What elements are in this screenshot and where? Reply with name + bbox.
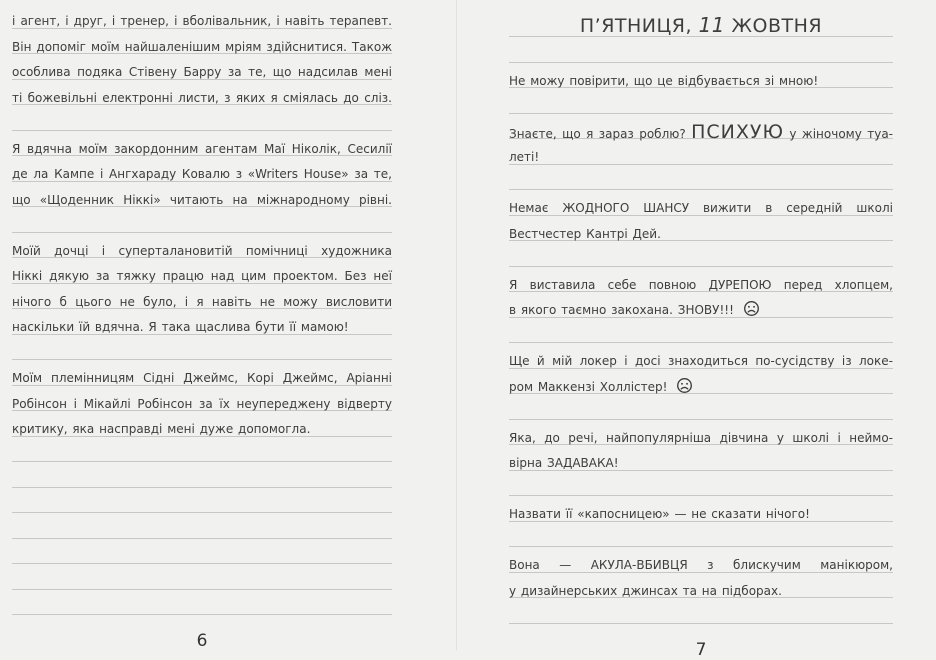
line-text: Робінсон і Мікайлі Робінсон за їх неупереджену відверту (12, 396, 392, 411)
text-line (509, 190, 893, 216)
line-text: ром Маккензі Холлістер! (509, 379, 673, 394)
empty-ruled-line (12, 513, 392, 539)
line-text: Я вдячна моїм закордонним агентам Маї Ніколік, Сесилії (12, 141, 392, 156)
text-line (12, 233, 392, 259)
text-line (12, 258, 392, 284)
heading-day: П’ЯТНИЦЯ, (579, 15, 699, 37)
text-line (509, 445, 893, 471)
line-text: що «Щоденник Ніккі» читають на міжнародному рівні. (12, 192, 392, 207)
line-text: особлива подяка Стівену Барру за те, що надсилав мені (12, 65, 392, 79)
line-text: Яка, до речі, найпопулярніша дівчина у школі і неймо- (509, 430, 893, 445)
text-line (509, 343, 893, 369)
text-line (12, 182, 392, 208)
empty-ruled-line (12, 564, 392, 590)
text-line (12, 156, 392, 182)
line-text: Ніккі дякую за тяжку працю над цим проектом. Без неї (12, 269, 392, 283)
line-text: нічого б цього не було, і я навіть не можу висловити (12, 294, 392, 309)
empty-ruled-line (12, 590, 392, 616)
line-text: Я виставила себе повною ДУРЕПОЮ перед хлопцем, (509, 277, 893, 292)
page-left (0, 0, 456, 650)
text-line (12, 131, 392, 157)
line-text: у дизайнерських джинсах та на підборах. (509, 583, 782, 598)
empty-ruled-line (509, 165, 893, 191)
line-text: де ла Кампе і Ангхараду Ковалю з «Writers House» за те, (12, 167, 392, 181)
line-text: леті! (509, 150, 540, 164)
page-right-text-block (509, 37, 893, 624)
empty-ruled-line (509, 241, 893, 267)
empty-ruled-line (509, 88, 893, 114)
line-text: ПСИХУЮ (691, 120, 784, 143)
text-line (12, 411, 392, 437)
empty-ruled-line (509, 318, 893, 344)
line-text: ті божевільні електронні листи, з яких я сміялась до сліз. (12, 90, 392, 105)
text-line (509, 420, 893, 446)
empty-ruled-line (12, 539, 392, 565)
line-text: Моїй дочці і суперталановитій помічниці художника (12, 243, 392, 258)
line-text: критику, яка насправді мені дуже допомогла. (12, 422, 311, 436)
text-line (12, 386, 392, 412)
line-text: Моїм племінницям Сідні Джеймс, Корі Джеймс, Аріанні (12, 371, 392, 385)
line-text: Назвати її «капосницею» — не сказати нічого! (509, 507, 810, 521)
text-line (12, 284, 392, 310)
line-text: Не можу повірити, що це відбувається зі мною! (509, 73, 819, 88)
text-line (12, 54, 392, 80)
heading-date: 11 (698, 13, 726, 37)
sad-face-icon (676, 377, 693, 394)
line-text: вірна ЗАДАВАКА! (509, 456, 619, 470)
line-text: Вестчестер Кантрі Дей. (509, 226, 661, 241)
empty-ruled-line (12, 488, 392, 514)
empty-ruled-line (509, 598, 893, 624)
heading-month: ЖОВТНЯ (725, 15, 823, 37)
empty-ruled-line (509, 394, 893, 420)
text-line (509, 547, 893, 573)
empty-ruled-line (509, 37, 893, 63)
empty-ruled-line (12, 462, 392, 488)
text-line (12, 360, 392, 386)
page-right (456, 0, 936, 660)
line-text: Вона — АКУЛА-ВБИВЦЯ з блискучим манікюром, (509, 558, 893, 572)
text-line (509, 496, 893, 522)
text-line (509, 63, 893, 89)
page-number-left: 6 (196, 631, 208, 651)
line-text: Знаєте, що я зараз роблю? (509, 126, 692, 141)
line-text: і агент, і друг, і тренер, і вболівальник, і навіть терапевт. (12, 14, 392, 28)
empty-ruled-line (12, 335, 392, 361)
line-text: Ще й мій локер і досі знаходиться по-сусідству із локе- (509, 354, 893, 368)
text-line (509, 292, 893, 318)
text-line (12, 29, 392, 55)
empty-ruled-line (12, 105, 392, 131)
text-line (509, 573, 893, 599)
line-text: Немає ЖОДНОГО ШАНСУ вижити в середній школі (509, 201, 893, 215)
text-line (12, 309, 392, 335)
diary-entry-heading (509, 0, 893, 37)
page-left-text-block (12, 3, 392, 615)
text-line (509, 216, 893, 242)
empty-ruled-line (509, 522, 893, 548)
text-line (12, 80, 392, 106)
text-line (509, 267, 893, 293)
empty-ruled-line (12, 437, 392, 463)
empty-ruled-line (12, 207, 392, 233)
text-line (12, 3, 392, 29)
line-text: у жіночому туа- (784, 126, 893, 141)
empty-ruled-line (509, 471, 893, 497)
sad-face-icon (743, 300, 760, 317)
line-text: в якого таємно закохана. ЗНОВУ!!! (509, 303, 739, 317)
text-line (509, 114, 893, 143)
page-number-right: 7 (695, 639, 707, 660)
line-text: наскільки їй вдячна. Я така щаслива бути її мамою! (12, 320, 349, 334)
line-text: Він допоміг моїм найшаленішим мріям здійснитися. Також (12, 39, 392, 54)
text-line (509, 369, 893, 395)
